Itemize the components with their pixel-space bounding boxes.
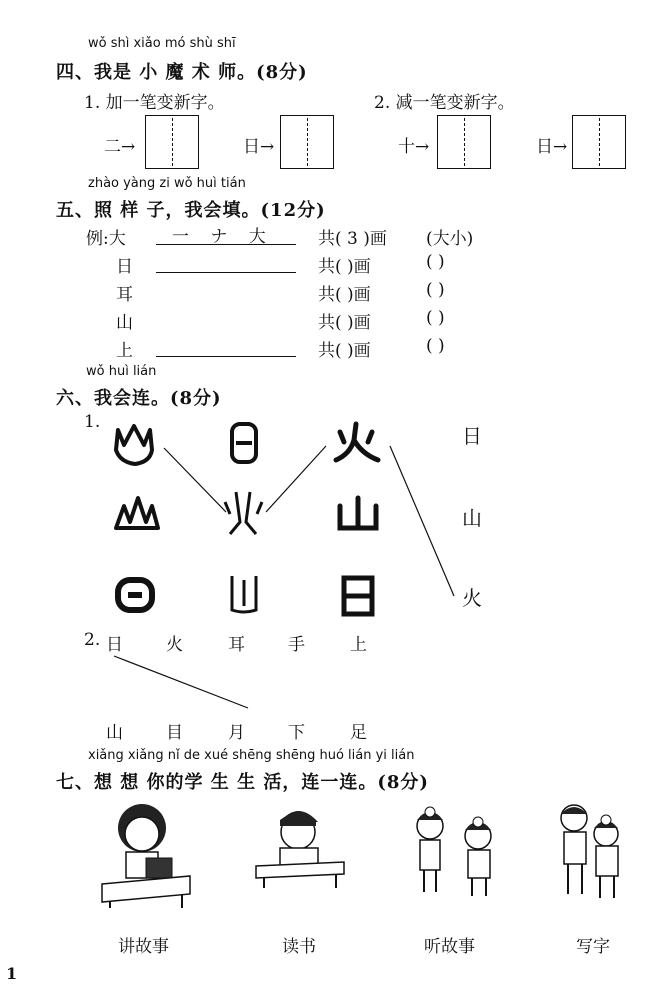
reading-boy-illustration[interactable] (250, 800, 350, 890)
listening-children-illustration[interactable] (402, 800, 512, 900)
sec5-pinyin: zhào yàng zi wǒ huì tián (88, 176, 246, 191)
page-number: 1 (6, 964, 18, 983)
writing-children-illustration[interactable] (552, 798, 632, 902)
bottom-char-5[interactable]: 足 (350, 723, 367, 743)
bottom-char-2[interactable]: 目 (166, 723, 183, 743)
sec5-row1-count: 共( )画 (318, 257, 371, 277)
sec4-item-2: 日→ (243, 137, 275, 157)
sec7-title: 七、想 想 你的学 生 生 活，连一连。(8分) (56, 772, 429, 793)
bottom-char-4[interactable]: 下 (288, 723, 305, 743)
sec4-pinyin: wǒ shì xiǎo mó shù shī (88, 36, 236, 51)
sec5-row2-count: 共( )画 (318, 285, 371, 305)
bottom-char-1[interactable]: 山 (106, 723, 123, 743)
sec5-row4-hint[interactable]: ( ) (426, 336, 445, 356)
match-line-2 (266, 446, 326, 512)
sec5-row3-hint[interactable]: ( ) (426, 308, 445, 328)
sec4-item-1: 二→ (104, 137, 136, 157)
sec4-title: 四、我是 小 魔 术 师。(8分) (56, 62, 308, 83)
top-char-4[interactable]: 手 (288, 635, 305, 655)
sec4-sub1: 1. 加一笔变新字。 (84, 93, 225, 113)
sec4-sub2: 2. 减一笔变新字。 (374, 93, 515, 113)
sec5-row4-count: 共( )画 (318, 341, 371, 361)
bottom-char-3[interactable]: 月 (228, 723, 245, 743)
sec5-row0-strokes: 一 ナ 大 (172, 227, 274, 247)
sec5-row3-char: 山 (116, 313, 133, 333)
sec5-row0-hint: (大小) (426, 229, 474, 249)
sec5-row1-hint[interactable]: ( ) (426, 252, 445, 272)
caption-write[interactable]: 写字 (576, 937, 610, 957)
sec5-row1-char: 日 (116, 257, 133, 277)
top-char-5[interactable]: 上 (350, 635, 367, 655)
sec6-label1: 1. (84, 412, 101, 432)
modern-char-1[interactable]: 日 (462, 424, 482, 448)
sec6-title: 六、我会连。(8分) (56, 388, 222, 409)
sec5-row2-char: 耳 (116, 285, 133, 305)
sec6-label2: 2. (84, 630, 101, 650)
sec4-item-4: 日→ (536, 137, 568, 157)
caption-tell-story[interactable]: 讲故事 (118, 937, 169, 957)
top-char-1[interactable]: 日 (106, 635, 123, 655)
caption-listen-story[interactable]: 听故事 (424, 937, 475, 957)
storyteller-girl-illustration[interactable] (96, 798, 196, 908)
sec5-title: 五、照 样 子，我会填。(12分) (56, 200, 326, 221)
sec5-row3-count: 共( )画 (318, 313, 371, 333)
sec4-item-3: 十→ (398, 137, 430, 157)
sec6-pinyin: wǒ huì lián (86, 364, 157, 379)
match-line-3 (390, 446, 454, 596)
sec5-row2-hint[interactable]: ( ) (426, 280, 445, 300)
match-line-1 (164, 448, 226, 512)
top-char-2[interactable]: 火 (166, 635, 183, 655)
sec7-pinyin: xiǎng xiǎng nǐ de xué shēng shēng huó lián yi lián (88, 748, 415, 763)
sec5-row0-count: 共( 3 )画 (318, 229, 387, 249)
top-char-3[interactable]: 耳 (228, 635, 245, 655)
caption-read-book[interactable]: 读书 (282, 937, 316, 957)
sec5-row0-char: 例:大 (86, 229, 126, 249)
sec5-row4-char: 上 (116, 341, 133, 361)
modern-char-2[interactable]: 山 (462, 506, 482, 530)
match-line-4 (114, 656, 248, 708)
modern-char-3[interactable]: 火 (462, 586, 482, 610)
